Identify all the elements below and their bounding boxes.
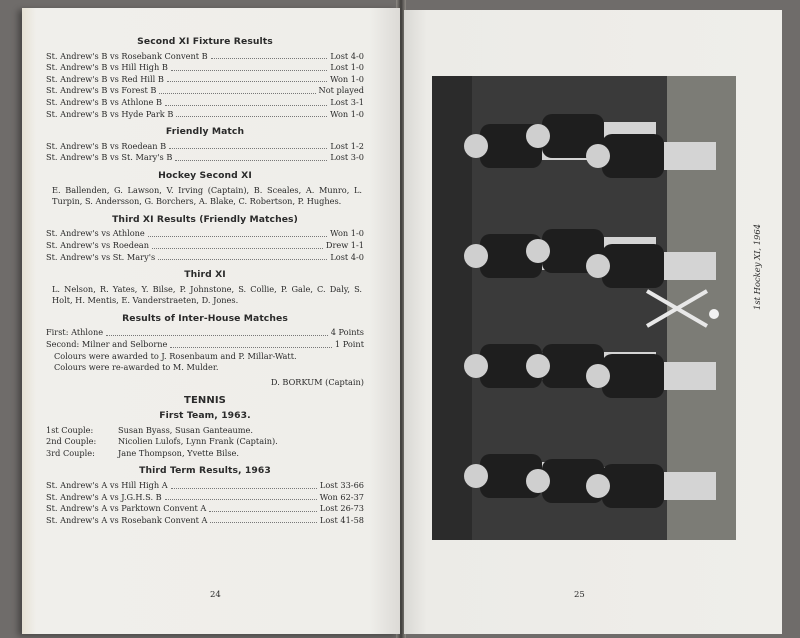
third-xi-results-heading: Third XI Results (Friendly Matches) [112,213,298,225]
team-member-face [526,354,550,378]
result-row [46,480,364,492]
match-result: Drew 1-1 [325,239,364,250]
result-row [46,240,364,252]
third-xi-team-list: L. Nelson, R. Yates, Y. Bilse, P. Johnstone, S. Collie, P. Gale, C. Daly, S. Holt, H. Mentis, E. Vanderstraeten, D. Jones. [52,283,362,306]
match-name: St. Andrew's A vs J.G.H.S. B [46,491,162,502]
inter-house-heading: Results of Inter-House Matches [122,312,288,324]
couple-label: 3rd Couple: [46,447,95,458]
team-photo-illustration [432,76,736,540]
match-result: Not played [318,85,364,96]
team-member-legs [664,362,716,390]
team-member-face [464,464,488,488]
second-team: Milner and Selborne [81,339,168,350]
result-row [46,85,364,97]
hockey-second-team-list: E. Ballenden, G. Lawson, V. Irving (Captain), B. Sceales, A. Munro, L. Turpin, S. Andersson, G. Borchers, A. Blake, C. Robertson, P. Hughes. [52,184,362,207]
result-row [46,252,364,264]
first-points: 4 Points [330,327,364,338]
left-page-content [46,36,364,526]
match-result: Lost 3-0 [330,152,364,163]
team-member-face [526,239,550,263]
team-member-face [586,364,610,388]
leader-dots [169,148,327,149]
colours-awarded: Colours were awarded to J. Rosenbaum and P. Millar-Watt. [54,350,297,361]
friendly-heading: Friendly Match [165,126,245,138]
friendly-results [46,141,364,164]
match-result: Won 1-0 [330,108,364,119]
inter-house-first [46,327,364,339]
match-name: St. Andrew's B vs Red Hill B [46,73,164,84]
team-photo [432,76,736,540]
result-row [46,51,364,63]
first-team: Athlone [71,327,104,338]
team-member-face [464,354,488,378]
leader-dots [165,499,317,500]
team-member-face [526,124,550,148]
match-result: Lost 3-1 [330,96,364,107]
inter-house-second [46,339,364,351]
hockey-second-heading: Hockey Second XI [158,169,252,181]
left-page-number: 24 [210,590,221,600]
team-member-face [586,474,610,498]
third-xi-heading: Third XI [184,269,226,281]
couple-names: Jane Thompson, Yvette Bilse. [118,447,239,458]
couple-label: 2nd Couple: [46,436,97,447]
leader-dots [210,522,317,523]
leader-dots [159,93,315,94]
match-result: Lost 26-73 [319,503,364,514]
result-row [46,492,364,504]
leader-dots [170,347,332,348]
result-row [46,503,364,515]
team-member-legs [664,472,716,500]
couple-label: 1st Couple: [46,424,94,435]
third-xi-results [46,228,364,263]
tennis-heading: TENNIS [184,395,226,407]
leader-dots [167,81,327,82]
match-result: Won 1-0 [330,73,364,84]
match-name: St. Andrew's vs Athlone [46,228,145,239]
result-row [46,74,364,86]
result-row [46,141,364,153]
first-label: First: [46,327,69,338]
match-result: Lost 4-0 [330,50,364,61]
second-xi-results [46,51,364,121]
match-name: St. Andrew's vs Roedean [46,239,149,250]
leader-dots [171,70,327,71]
match-name: St. Andrew's B vs Rosebank Convent B [46,50,208,61]
match-name: St. Andrew's A vs Rosebank Convent A [46,514,208,525]
result-row [46,109,364,121]
match-name: St. Andrew's B vs St. Mary's B [46,152,173,163]
team-member-legs [664,142,716,170]
leader-dots [148,236,327,237]
match-result: Lost 1-2 [330,140,364,151]
second-label: Second: [46,339,80,350]
couple-names: Susan Byass, Susan Ganteaume. [118,424,254,435]
second-points: 1 Point [334,339,364,350]
result-row [46,62,364,74]
match-name: St. Andrew's B vs Athlone B [46,96,163,107]
match-name: St. Andrew's A vs Hill High A [46,480,168,490]
third-term-heading: Third Term Results, 1963 [139,465,271,477]
third-term-results [46,480,364,526]
match-name: St. Andrew's B vs Hyde Park B [46,108,174,119]
tennis-couple [46,425,364,437]
captain-signature: D. BORKUM (Captain) [270,376,364,387]
result-row [46,97,364,109]
leader-dots [171,488,317,489]
photo-caption: 1st Hockey XI, 1964 [752,223,762,310]
team-member-body [602,134,664,178]
match-name: St. Andrew's B vs Forest B [46,85,157,96]
match-result: Lost 33-66 [319,480,364,490]
leader-dots [176,116,327,117]
team-member-legs [664,252,716,280]
leader-dots [209,511,317,512]
tennis-couples [46,425,364,460]
tennis-subheading: First Team, 1963. [159,410,251,422]
match-name: St. Andrew's vs St. Mary's [46,251,156,262]
match-result: Won 62-37 [319,491,364,502]
second-xi-heading: Second XI Fixture Results [137,36,273,47]
team-member-body [602,464,664,508]
leader-dots [165,105,327,106]
team-member-body [602,244,664,288]
leader-dots [158,259,327,260]
result-row [46,515,364,527]
leader-dots [152,248,323,249]
match-name: St. Andrew's B vs Hill High B [46,62,168,73]
couple-names: Nicolien Lulofs, Lynn Frank (Captain). [118,436,278,447]
tennis-couple [46,436,364,448]
team-member-face [464,134,488,158]
right-page-number: 25 [574,590,585,600]
colours-reawarded: Colours were re-awarded to M. Mulder. [54,362,219,373]
match-name: St. Andrew's A vs Parktown Convent A [46,503,207,514]
team-member-face [464,244,488,268]
match-name: St. Andrew's B vs Roedean B [46,140,167,151]
team-member-body [602,354,664,398]
tennis-couple [46,448,364,460]
match-result: Lost 4-0 [330,251,364,262]
result-row [46,152,364,164]
match-result: Lost 41-58 [319,514,364,525]
leader-dots [175,160,327,161]
team-member-face [586,254,610,278]
leader-dots [211,58,328,59]
team-member-face [526,469,550,493]
result-row [46,228,364,240]
match-result: Won 1-0 [330,228,364,239]
leader-dots [106,335,328,336]
match-result: Lost 1-0 [330,62,364,73]
team-member-face [586,144,610,168]
